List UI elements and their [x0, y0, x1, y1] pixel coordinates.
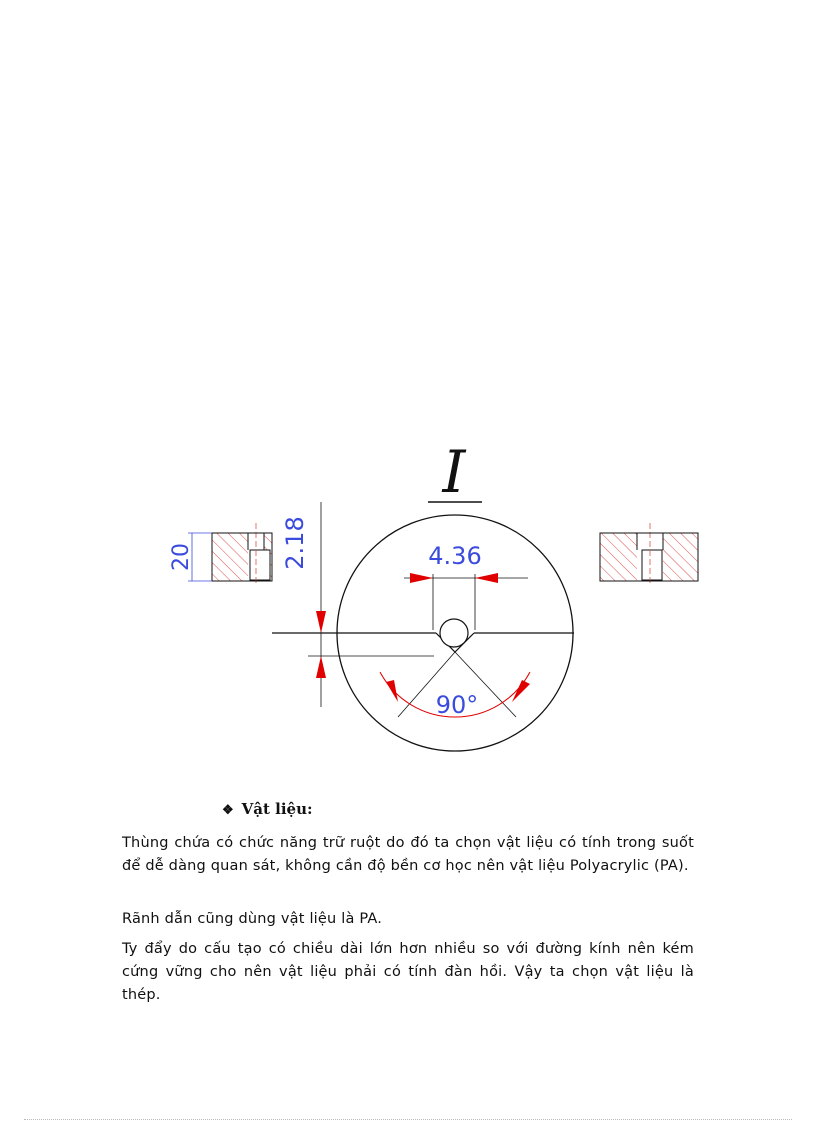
right-section-view [600, 523, 698, 585]
view-label: I [442, 438, 466, 506]
main-circle-view [272, 515, 574, 751]
footer-divider [24, 1119, 792, 1120]
section-heading [222, 800, 313, 818]
left-section-view [212, 523, 272, 585]
paragraph-3: Ty đẩy do cấu tạo có chiều dài lớn hơn nhiều so với đường kính nên kém cứng vững cho nên vật liệu phải có tính đàn hồi. Vậy ta chọn vật liệu là thép. [122, 941, 694, 1003]
dim-hole-label: 4.36 [428, 542, 482, 570]
dim-depth-label: 2.18 [281, 516, 309, 570]
dim-thickness [169, 533, 212, 581]
dim-angle-label: 90° [435, 691, 479, 719]
paragraph-2: Rãnh dẫn cũng dùng vật liệu là PA. [122, 911, 383, 927]
dim-angle [380, 652, 530, 719]
dim-thickness-label: 20 [169, 543, 194, 571]
diamond-bullet-icon: ❖ [222, 803, 234, 818]
dim-depth [281, 502, 434, 707]
paragraph-1: Thùng chứa có chức năng trữ ruột do đó ta chọn vật liệu có tính trong suốt để dễ dàng quan sát, không cần độ bền cơ học nên vật liệu Polyacrylic (PA). [122, 835, 694, 874]
section-heading-text: Vật liệu: [241, 800, 313, 818]
dim-hole [404, 542, 528, 630]
